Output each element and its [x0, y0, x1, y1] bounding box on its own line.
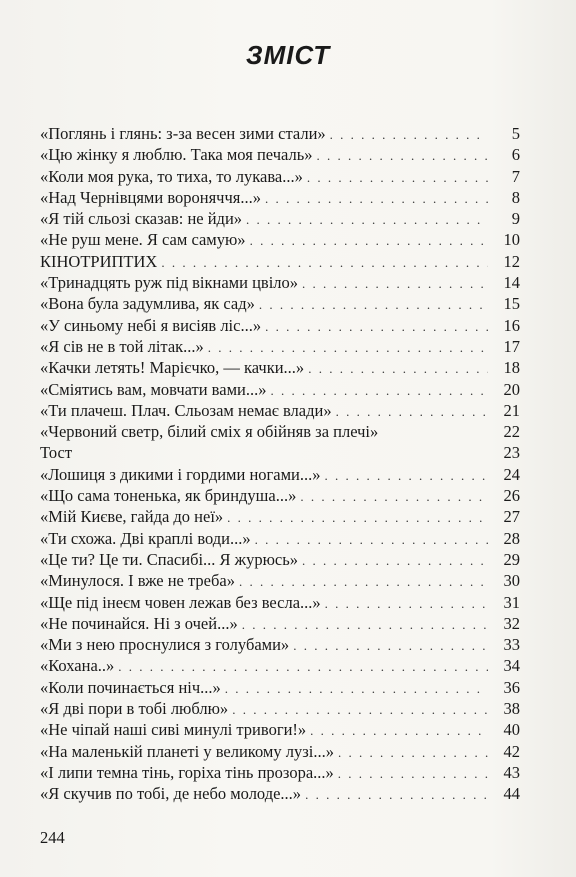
- toc-entry: [40, 293, 520, 314]
- toc-entry-title: «Мій Києве, гайда до неї»: [40, 507, 224, 527]
- dot-leader: [239, 571, 488, 592]
- toc-entry-title: «Цю жінку я люблю. Така моя печаль»: [40, 145, 313, 165]
- dot-leader: [259, 294, 488, 315]
- dot-leader: [255, 529, 488, 550]
- toc-entry-title: Тост: [40, 443, 73, 463]
- toc-entry-title: «Ти плачеш. Плач. Сльозам немає влади»: [40, 400, 332, 420]
- toc-entry-page: 28: [503, 528, 520, 548]
- toc-entry: [40, 442, 520, 463]
- toc-entry-page: 24: [503, 464, 520, 484]
- dot-leader: [300, 486, 488, 507]
- toc-entry: [40, 123, 520, 144]
- toc-entry: [40, 741, 520, 762]
- toc-entry: [40, 698, 520, 719]
- toc-entry-title: «Це ти? Це ти. Спасибі... Я журюсь»: [40, 549, 299, 569]
- toc-entry: [40, 315, 520, 336]
- toc-entry-title: «Качки летять! Марієчко, — качки...»: [40, 358, 305, 378]
- toc-entry-page: 32: [503, 613, 520, 633]
- toc-entry: [40, 485, 520, 506]
- toc-entry: [40, 592, 520, 613]
- dot-leader: [265, 316, 488, 337]
- toc-entry-title: «Коли моя рука, то тиха, то лукава...»: [40, 166, 303, 186]
- toc-entry: [40, 762, 520, 783]
- toc-entry: [40, 506, 520, 527]
- toc-entry: [40, 421, 520, 442]
- toc-entry-title: «Кохана..»: [40, 656, 115, 676]
- dot-leader: [305, 784, 488, 805]
- toc-entry-page: 40: [503, 720, 520, 740]
- toc-entry-title: «Ще під інеєм човен лежав без весла...»: [40, 592, 321, 612]
- dot-leader: [308, 358, 488, 379]
- toc-entry: [40, 464, 520, 485]
- dot-leader: [325, 465, 488, 486]
- dot-leader: [161, 252, 488, 273]
- toc-entry-page: 20: [503, 379, 520, 399]
- toc-entry: [40, 400, 520, 421]
- dot-leader: [250, 230, 488, 251]
- toc-entry-title: «Червоний светр, білий сміх я обійняв за плечі»: [40, 422, 379, 442]
- toc-entry-page: 16: [503, 315, 520, 335]
- toc-entry-title: «У синьому небі я висіяв ліс...»: [40, 315, 262, 335]
- dot-leader: [302, 550, 488, 571]
- toc-entry-title: «Минулося. І вже не треба»: [40, 571, 235, 591]
- toc-entry-page: 18: [503, 358, 520, 378]
- dot-leader: [208, 337, 488, 358]
- dot-leader: [242, 614, 488, 635]
- toc-entry: [40, 272, 520, 293]
- toc-entry: [40, 613, 520, 634]
- toc-entry-page: 36: [503, 677, 520, 697]
- toc-entry-page: 14: [503, 273, 520, 293]
- toc-entry: [40, 655, 520, 676]
- table-of-contents: [40, 123, 520, 805]
- toc-entry-title: «Не руш мене. Я сам самую»: [40, 230, 246, 250]
- dot-leader: [307, 167, 488, 188]
- toc-entry: [40, 570, 520, 591]
- toc-entry-title: «І липи темна тінь, горіха тінь прозора...»: [40, 762, 334, 782]
- toc-entry-page: 34: [503, 656, 520, 676]
- toc-entry: [40, 208, 520, 229]
- toc-entry-page: 17: [503, 336, 520, 356]
- toc-entry: [40, 634, 520, 655]
- toc-entry-title: «Я сів не в той літак...»: [40, 336, 204, 356]
- toc-entry-title: «Що сама тоненька, як бриндуша...»: [40, 486, 297, 506]
- toc-entry: [40, 336, 520, 357]
- toc-entry: [40, 549, 520, 570]
- dot-leader: [118, 656, 488, 677]
- toc-entry-page: 29: [503, 549, 520, 569]
- toc-entry-page: 21: [503, 400, 520, 420]
- toc-entry-page: 12: [503, 251, 520, 271]
- dot-leader: [225, 678, 488, 699]
- toc-entry-page: 10: [503, 230, 520, 250]
- toc-entry-page: 23: [503, 443, 520, 463]
- toc-entry-title: «Поглянь і глянь: з-за весен зими стали»: [40, 124, 326, 143]
- toc-entry-title: «Тринадцять руж під вікнами цвіло»: [40, 273, 299, 293]
- toc-entry-title: «Я тій сльозі сказав: не йди»: [40, 209, 243, 229]
- page-title: ЗМІСТ: [245, 40, 331, 70]
- toc-entry-page: 43: [503, 762, 520, 782]
- toc-entry-page: 5: [511, 124, 520, 143]
- toc-entry-title: «Вона була задумлива, як сад»: [40, 294, 255, 314]
- dot-leader: [325, 593, 488, 614]
- toc-entry-title: «На маленькій планеті у великому лузі...»: [40, 741, 334, 761]
- toc-entry: [40, 379, 520, 400]
- toc-entry: [40, 229, 520, 250]
- toc-entry: [40, 783, 520, 804]
- dot-leader: [270, 380, 488, 401]
- toc-entry-title: «Сміятись вам, мовчати вами...»: [40, 379, 267, 399]
- toc-entry-page: 30: [503, 571, 520, 591]
- toc-entry-page: 22: [503, 422, 520, 442]
- dot-leader: [330, 124, 488, 145]
- dot-leader: [338, 763, 488, 784]
- toc-entry-page: 27: [503, 507, 520, 527]
- dot-leader: [338, 742, 488, 763]
- toc-entry: [40, 187, 520, 208]
- toc-entry-title: «Ми з нею проснулися з голубами»: [40, 635, 290, 655]
- toc-entry-title: «Я скучив по тобі, де небо молоде...»: [40, 784, 302, 804]
- toc-entry: [40, 144, 520, 165]
- dot-leader: [265, 188, 488, 209]
- dot-leader: [310, 720, 488, 741]
- toc-entry-page: 31: [503, 592, 520, 612]
- toc-entry-page: 42: [503, 741, 520, 761]
- toc-entry-page: 7: [511, 166, 520, 186]
- toc-entry: [40, 719, 520, 740]
- toc-entry-title: КІНОТРИПТИХ: [40, 251, 158, 271]
- toc-entry-page: 26: [503, 486, 520, 506]
- toc-entry: [40, 528, 520, 549]
- toc-entry-page: 8: [511, 187, 520, 207]
- toc-entry: [40, 166, 520, 187]
- toc-entry-page: 38: [503, 699, 520, 719]
- toc-entry-title: «Не чіпай наші сиві минулі тривоги!»: [40, 720, 307, 740]
- toc-entry-page: 33: [503, 635, 520, 655]
- toc-entry-page: 9: [511, 209, 520, 229]
- toc-entry-page: 6: [511, 145, 520, 165]
- toc-entry-title: «Коли починається ніч...»: [40, 677, 221, 697]
- toc-entry-title: «Не починайся. Ні з очей...»: [40, 613, 238, 633]
- toc-entry: [40, 357, 520, 378]
- toc-entry-title: «Лошиця з дикими і гордими ногами...»: [40, 464, 321, 484]
- dot-leader: [246, 209, 488, 230]
- dot-leader: [293, 635, 488, 656]
- toc-entry-title: «Ти схожа. Дві краплі води...»: [40, 528, 251, 548]
- dot-leader: [302, 273, 488, 294]
- dot-leader: [227, 507, 488, 528]
- dot-leader: [316, 145, 488, 166]
- toc-entry-title: «Над Чернівцями вороняччя...»: [40, 187, 261, 207]
- toc-entry-title: «Я дві пори в тобі люблю»: [40, 699, 229, 719]
- toc-entry-page: 44: [503, 784, 520, 804]
- toc-entry: [40, 677, 520, 698]
- toc-entry-page: 15: [503, 294, 520, 314]
- dot-leader: [232, 699, 488, 720]
- toc-entry: [40, 251, 520, 272]
- dot-leader: [336, 401, 488, 422]
- page-number: 244: [40, 828, 65, 847]
